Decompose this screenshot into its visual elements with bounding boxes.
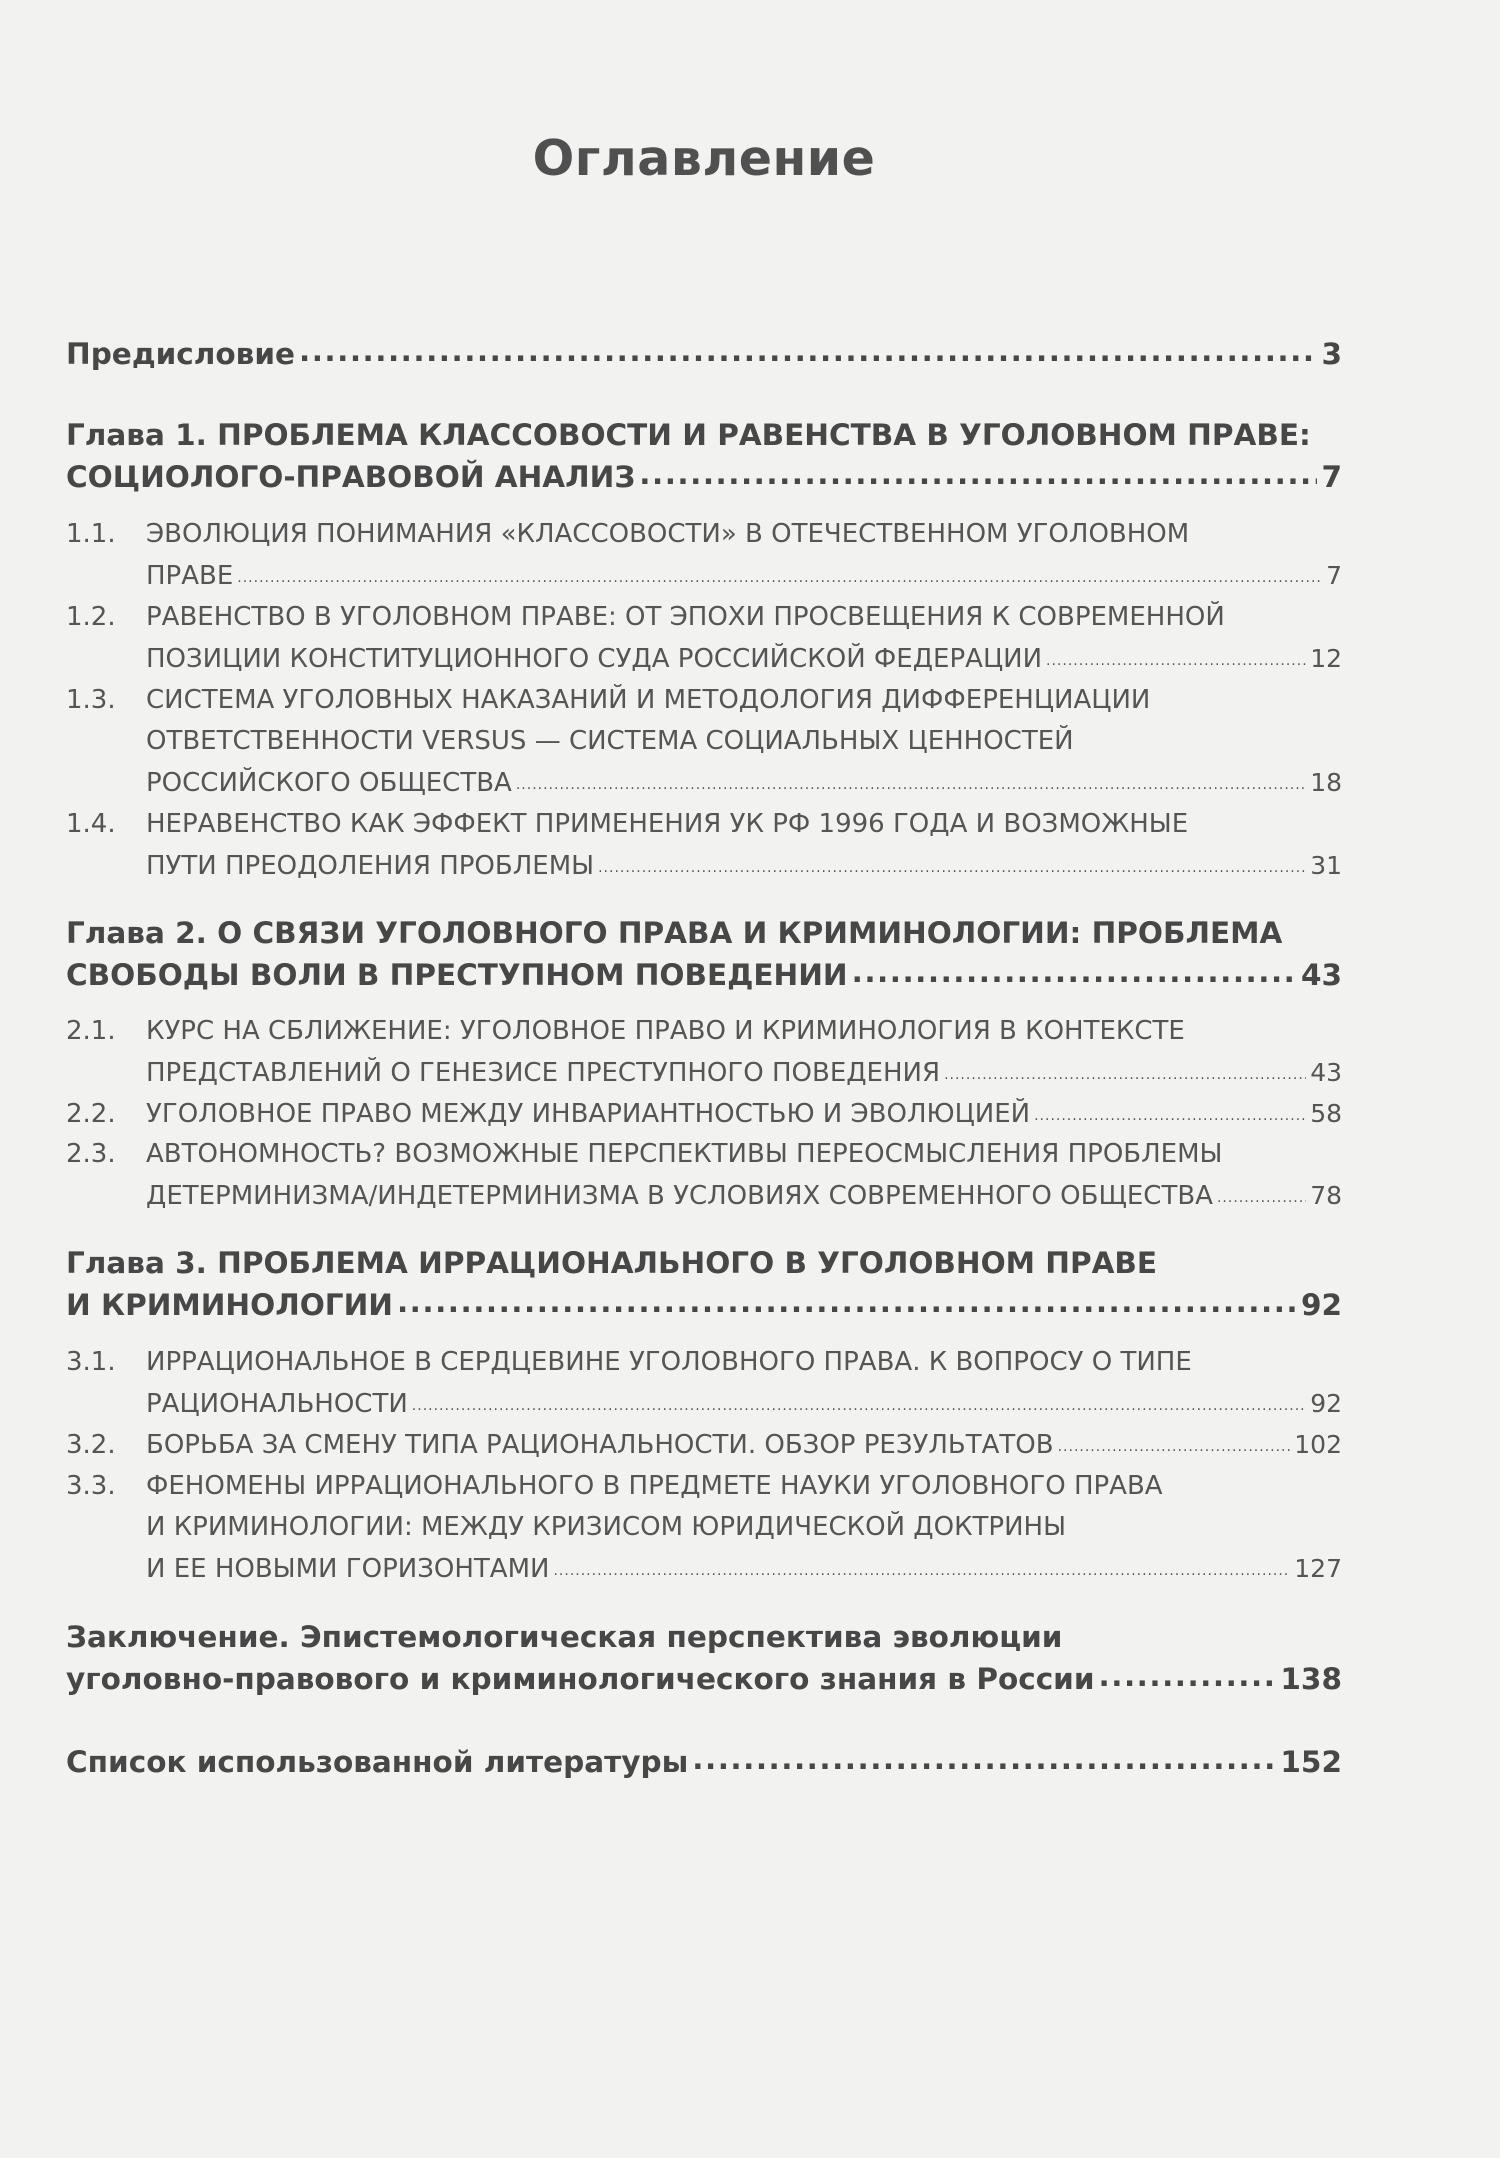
entry-title-line: Глава 2. О СВЯЗИ УГОЛОВНОГО ПРАВА И КРИМИНОЛОГИИ: ПРОБЛЕМА [66,916,1283,950]
section-number: 3.3. [66,1471,116,1501]
page-number: 138 [1280,1662,1342,1696]
page-number: 43 [1310,1058,1342,1087]
dot-leader [1046,637,1306,682]
dot-leader [553,1547,1290,1592]
section-title-line: ОТВЕТСТВЕННОСТИ VERSUS — СИСТЕМА СОЦИАЛЬНЫХ ЦЕННОСТЕЙ [146,726,1074,756]
entry-title-line: СОЦИОЛОГО-ПРАВОВОЙ АНАЛИЗ [66,460,636,494]
page-number: 152 [1280,1745,1342,1779]
section-title-line: ЭВОЛЮЦИЯ ПОНИМАНИЯ «КЛАССОВОСТИ» В ОТЕЧЕСТВЕННОМ УГОЛОВНОМ [146,519,1190,549]
section-title-line: ПОЗИЦИИ КОНСТИТУЦИОННОГО СУДА РОССИЙСКОЙ ФЕДЕРАЦИИ [146,644,1043,674]
toc-entry-section-1-2[interactable] [66,597,1342,684]
page-number: 31 [1310,851,1342,880]
section-title-line: И КРИМИНОЛОГИИ: МЕЖДУ КРИЗИСОМ ЮРИДИЧЕСКОЙ ДОКТРИНЫ [146,1512,1067,1542]
toc-entry-section-3-2[interactable] [66,1424,1342,1470]
section-number: 2.3. [66,1139,116,1169]
section-title-line: ПРАВЕ [146,561,234,591]
section-title-line: ДЕТЕРМИНИЗМА/ИНДЕТЕРМИНИЗМА В УСЛОВИЯХ СОВРЕМЕННОГО ОБЩЕСТВА [146,1181,1213,1211]
page-number: 92 [1300,1288,1342,1322]
entry-title-line: Заключение. Эпистемологическая перспектива эволюции [66,1620,1063,1654]
dot-leader [1099,1655,1277,1697]
toc-entry-bibliography[interactable] [66,1741,1342,1783]
section-title-line: ПУТИ ПРЕОДОЛЕНИЯ ПРОБЛЕМЫ [146,851,595,881]
dot-leader [412,1382,1306,1427]
entry-title: Предисловие [66,337,296,371]
page-number: 7 [1321,460,1342,494]
section-number: 1.4. [66,809,116,839]
page-number: 43 [1300,958,1342,992]
toc-entry-preface[interactable] [66,333,1342,375]
page-number: 18 [1310,768,1342,797]
section-title-line: И ЕЕ НОВЫМИ ГОРИЗОНТАМИ [146,1554,550,1584]
section-title-line: КУРС НА СБЛИЖЕНИЕ: УГОЛОВНОЕ ПРАВО И КРИМИНОЛОГИЯ В КОНТЕКСТЕ [146,1016,1185,1046]
page-title: Оглавление [532,130,876,187]
toc-entry-section-1-3[interactable] [66,680,1342,808]
section-title-line: СИСТЕМА УГОЛОВНЫХ НАКАЗАНИЙ И МЕТОДОЛОГИЯ ДИФФЕРЕНЦИАЦИИ [146,685,1151,715]
section-title-line: РАВЕНСТВО В УГОЛОВНОМ ПРАВЕ: ОТ ЭПОХИ ПРОСВЕЩЕНИЯ К СОВРЕМЕННОЙ [146,602,1225,632]
section-number: 2.2. [66,1099,116,1129]
entry-title-line: Глава 1. ПРОБЛЕМА КЛАССОВОСТИ И РАВЕНСТВА В УГОЛОВНОМ ПРАВЕ: [66,418,1311,452]
dot-leader [852,951,1297,993]
section-title-line: ФЕНОМЕНЫ ИРРАЦИОНАЛЬНОГО В ПРЕДМЕТЕ НАУКИ УГОЛОВНОГО ПРАВА [146,1471,1163,1501]
dot-leader [1058,1423,1291,1468]
page-number: 78 [1310,1181,1342,1210]
dot-leader [237,554,1322,599]
page-number: 102 [1294,1430,1342,1459]
page-number: 7 [1326,561,1342,590]
section-title-line: АВТОНОМНОСТЬ? ВОЗМОЖНЫЕ ПЕРСПЕКТИВЫ ПЕРЕОСМЫСЛЕНИЯ ПРОБЛЕМЫ [146,1139,1223,1169]
section-title-line: УГОЛОВНОЕ ПРАВО МЕЖДУ ИНВАРИАНТНОСТЬЮ И ЭВОЛЮЦИЕЙ [146,1099,1031,1129]
section-number: 3.1. [66,1347,116,1377]
entry-title: Список использованной литературы [66,1745,689,1779]
dot-leader [1034,1092,1306,1137]
dot-leader [516,761,1306,806]
section-title-line: НЕРАВЕНСТВО КАК ЭФФЕКТ ПРИМЕНЕНИЯ УК РФ 1996 ГОДА И ВОЗМОЖНЫЕ [146,809,1189,839]
page-number: 92 [1310,1389,1342,1418]
page-number: 3 [1321,337,1342,371]
toc-entry-section-3-1[interactable] [66,1342,1342,1429]
page-number: 58 [1310,1099,1342,1128]
toc-entry-section-1-1[interactable] [66,514,1342,601]
entry-title-line: СВОБОДЫ ВОЛИ В ПРЕСТУПНОМ ПОВЕДЕНИИ [66,958,848,992]
dot-leader [639,453,1317,495]
entry-title-line: уголовно-правового и криминологического знания в России [66,1662,1095,1696]
section-title-line: ИРРАЦИОНАЛЬНОЕ В СЕРДЦЕВИНЕ УГОЛОВНОГО ПРАВА. К ВОПРОСУ О ТИПЕ [146,1347,1192,1377]
toc-entry-section-2-1[interactable] [66,1011,1342,1098]
section-title-line: РАЦИОНАЛЬНОСТИ [146,1389,408,1419]
dot-leader [1217,1174,1306,1219]
section-number: 2.1. [66,1016,116,1046]
toc-entry-section-1-4[interactable] [66,804,1342,891]
section-title-line: ПРЕДСТАВЛЕНИЙ О ГЕНЕЗИСЕ ПРЕСТУПНОГО ПОВЕДЕНИЯ [146,1058,941,1088]
toc-entry-chapter-1[interactable] [66,414,1342,498]
page-number: 12 [1310,644,1342,673]
section-title-line: РОССИЙСКОГО ОБЩЕСТВА [146,768,512,798]
toc-entry-section-2-2[interactable] [66,1093,1342,1139]
section-title-line: БОРЬБА ЗА СМЕНУ ТИПА РАЦИОНАЛЬНОСТИ. ОБЗОР РЕЗУЛЬТАТОВ [146,1430,1054,1460]
dot-leader [397,1281,1297,1323]
dot-leader [692,1738,1276,1780]
toc-entry-section-2-3[interactable] [66,1134,1342,1221]
toc-entry-chapter-2[interactable] [66,912,1342,996]
toc-entry-section-3-3[interactable] [66,1466,1342,1594]
entry-title-line: И КРИМИНОЛОГИИ [66,1288,393,1322]
toc-entry-chapter-3[interactable] [66,1242,1342,1326]
page-number: 127 [1294,1554,1342,1583]
section-number: 3.2. [66,1430,116,1460]
section-number: 1.3. [66,685,116,715]
section-number: 1.2. [66,602,116,632]
dot-leader [598,844,1306,889]
entry-title-line: Глава 3. ПРОБЛЕМА ИРРАЦИОНАЛЬНОГО В УГОЛОВНОМ ПРАВЕ [66,1246,1158,1280]
section-number: 1.1. [66,519,116,549]
toc-entry-conclusion[interactable] [66,1616,1342,1700]
dot-leader [944,1051,1306,1096]
dot-leader [299,330,1317,372]
